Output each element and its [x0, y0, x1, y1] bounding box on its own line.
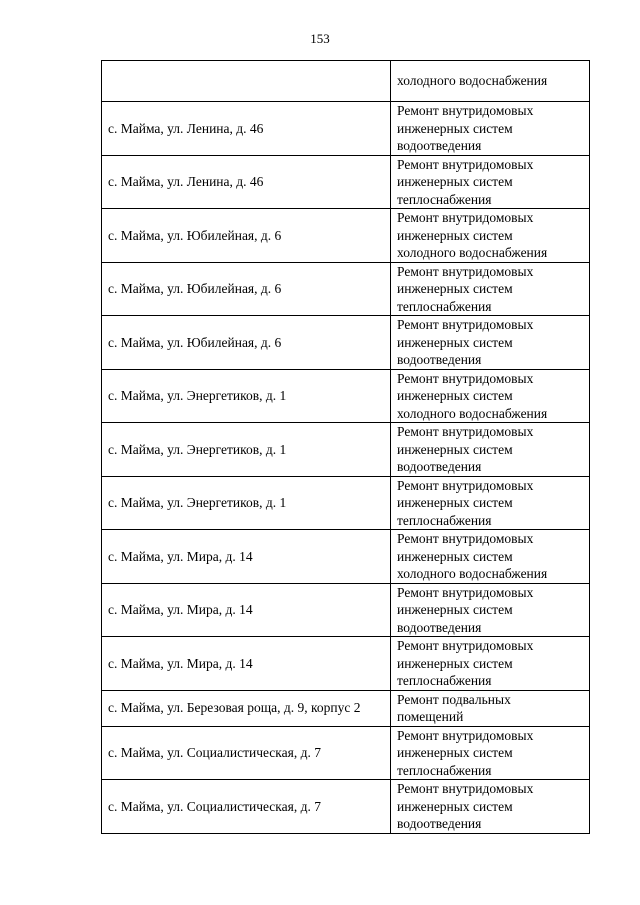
work-type-cell [391, 780, 590, 834]
address-cell [102, 61, 391, 102]
work-type-text: Ремонт внутридомовых инженерных систем водоотведения [397, 781, 534, 831]
table-row [102, 726, 590, 780]
work-type-text: холодного водоснабжения [397, 73, 548, 89]
work-type-text: Ремонт внутридомовых инженерных систем холодного водоснабжения [397, 370, 548, 421]
address-cell: с. Майма, ул. Ленина, д. 46 [102, 155, 391, 209]
work-type-text: Ремонт внутридомовых инженерных систем теплоснабжения [397, 477, 534, 528]
work-type-text: Ремонт внутридомовых инженерных систем теплоснабжения [397, 638, 534, 688]
address-cell: с. Майма, ул. Социалистическая, д. 7 [102, 726, 391, 780]
work-type-cell [391, 423, 590, 477]
work-type-cell [391, 369, 590, 423]
work-type-cell [391, 61, 590, 102]
work-type-text: Ремонт внутридомовых инженерных систем водоотведения [397, 317, 534, 367]
table-row [102, 637, 590, 691]
address-cell: с. Майма, ул. Энергетиков, д. 1 [102, 423, 391, 477]
address-cell: с. Майма, ул. Мира, д. 14 [102, 637, 391, 691]
table-row [102, 102, 590, 156]
work-type-cell [391, 155, 590, 209]
address-cell: с. Майма, ул. Ленина, д. 46 [102, 102, 391, 156]
work-type-cell [391, 476, 590, 530]
table-row [102, 209, 590, 263]
table-row [102, 369, 590, 423]
table-row [102, 530, 590, 584]
work-type-cell [391, 690, 590, 726]
table-row [102, 61, 590, 102]
work-type-text: Ремонт внутридомовых инженерных систем водоотведения [397, 424, 534, 474]
work-type-text: Ремонт внутридомовых инженерных систем водоотведения [397, 584, 534, 635]
address-cell: с. Майма, ул. Юбилейная, д. 6 [102, 209, 391, 263]
work-type-text: Ремонт подвальных помещений [397, 691, 511, 724]
table-row [102, 262, 590, 316]
works-table [101, 60, 590, 834]
table-row [102, 476, 590, 530]
address-cell: с. Майма, ул. Юбилейная, д. 6 [102, 262, 391, 316]
table-row [102, 780, 590, 834]
page-number: 153 [310, 31, 330, 46]
work-type-text: Ремонт внутридомовых инженерных систем теплоснабжения [397, 263, 534, 314]
work-type-cell [391, 316, 590, 370]
table-row [102, 690, 590, 726]
table-body [102, 61, 590, 834]
table-row [102, 316, 590, 370]
work-type-cell [391, 262, 590, 316]
work-type-cell [391, 637, 590, 691]
work-type-text: Ремонт внутридомовых инженерных систем холодного водоснабжения [397, 210, 548, 260]
table-row [102, 583, 590, 637]
address-cell: с. Майма, ул. Социалистическая, д. 7 [102, 780, 391, 834]
work-type-text: Ремонт внутридомовых инженерных систем теплоснабжения [397, 156, 534, 207]
work-type-text: Ремонт внутридомовых инженерных систем холодного водоснабжения [397, 531, 548, 581]
address-cell: с. Майма, ул. Мира, д. 14 [102, 583, 391, 637]
address-cell: с. Майма, ул. Энергетиков, д. 1 [102, 476, 391, 530]
work-type-text: Ремонт внутридомовых инженерных систем теплоснабжения [397, 727, 534, 778]
address-cell: с. Майма, ул. Мира, д. 14 [102, 530, 391, 584]
address-cell: с. Майма, ул. Энергетиков, д. 1 [102, 369, 391, 423]
work-type-cell [391, 583, 590, 637]
work-type-cell [391, 530, 590, 584]
work-type-text: Ремонт внутридомовых инженерных систем водоотведения [397, 103, 534, 153]
work-type-cell [391, 209, 590, 263]
address-cell: с. Майма, ул. Березовая роща, д. 9, корпус 2 [102, 690, 391, 726]
table-row [102, 155, 590, 209]
table-row [102, 423, 590, 477]
work-type-cell [391, 726, 590, 780]
address-cell: с. Майма, ул. Юбилейная, д. 6 [102, 316, 391, 370]
work-type-cell [391, 102, 590, 156]
